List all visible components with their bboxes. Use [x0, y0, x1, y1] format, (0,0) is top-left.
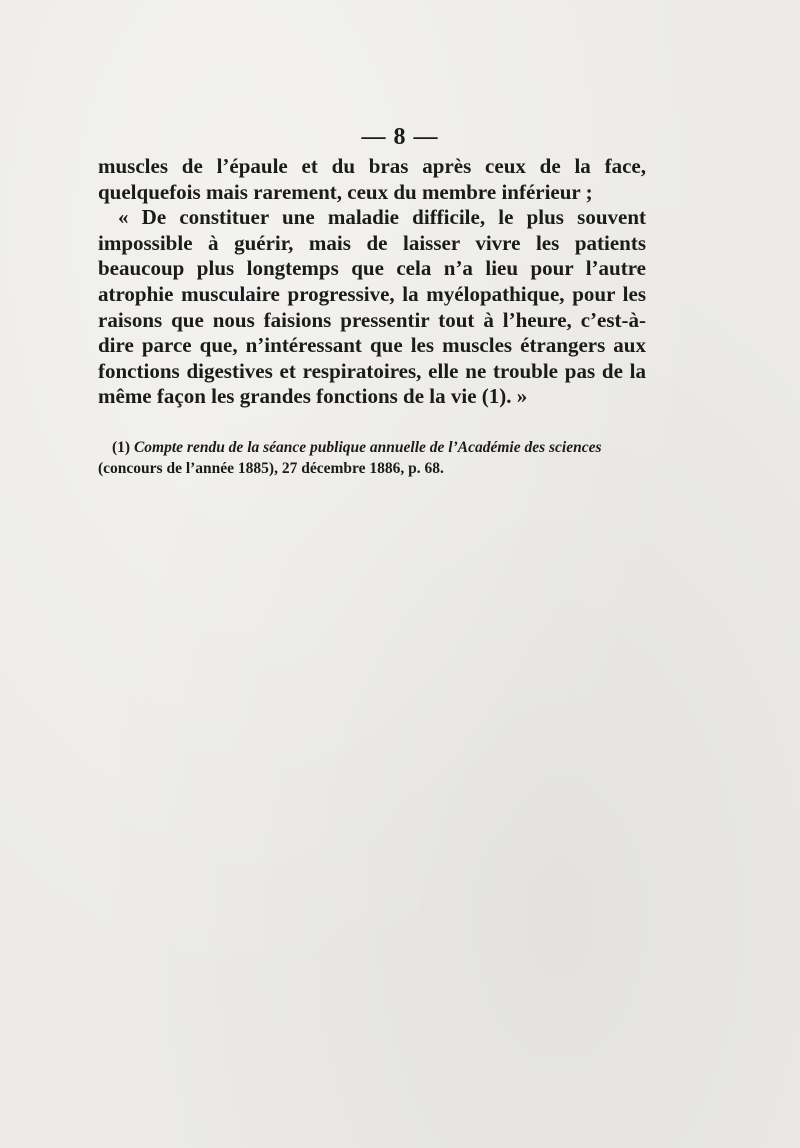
paragraph-quotation: « De constituer une maladie difficile, le plus souvent impossible à guérir, mais de laisser vivre les patients beaucoup plus longtemps que cela n’a lieu pour l’autre atrophie musculaire progressive, la myélopathique, pour les raisons que nous faisions pressentir tout à l’heure, c’est-à-dire parce que, n’intéressant que les muscles étrangers aux fonctions digestives et respiratoires, elle ne trouble pas de la même façon les grandes fonctions de la vie (1). »	[98, 205, 646, 409]
paragraph-continuation: muscles de l’épaule et du bras après ceux de la face, quelquefois mais rarement, ceux du membre inférieur ;	[98, 154, 646, 204]
footnote	[98, 437, 658, 479]
page-number: — 8 —	[361, 124, 439, 150]
footnote-reference-title: Compte rendu de la séance publique annuelle de l’Académie des sciences	[133, 439, 602, 456]
footnote-marker: (1)	[112, 439, 131, 456]
main-text	[98, 154, 646, 410]
footnote-reference-details: (concours de l’année 1885), 27 décembre 1886, p. 68.	[98, 460, 444, 477]
